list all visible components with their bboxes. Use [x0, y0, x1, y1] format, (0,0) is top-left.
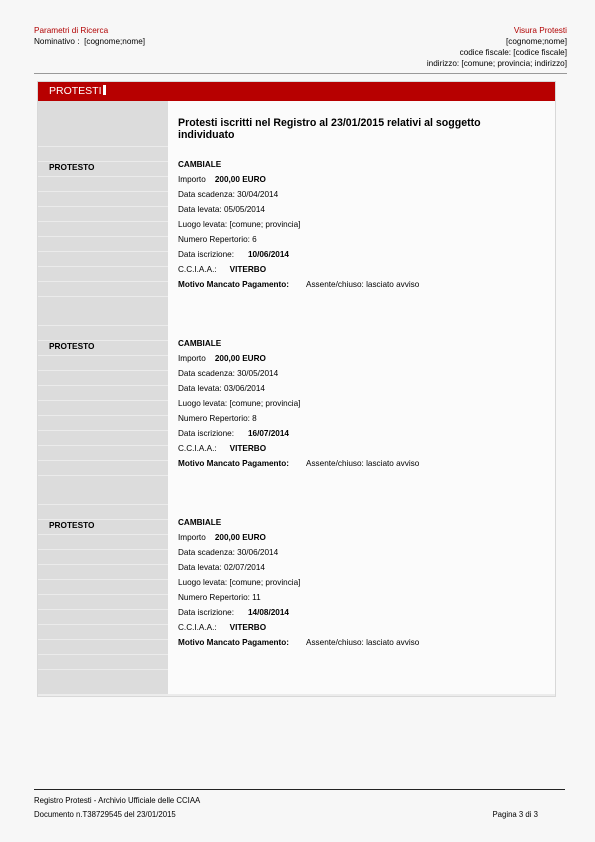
nominativo-line: [34, 36, 145, 47]
row-divider: [38, 191, 168, 192]
row-divider: [38, 146, 168, 147]
row-divider: [38, 415, 168, 416]
motivo-value: Assente/chiuso: lasciato avviso: [306, 459, 420, 468]
row-divider: [38, 236, 168, 237]
protesto-label: PROTESTO: [49, 162, 95, 172]
protesto-label: PROTESTO: [49, 341, 95, 351]
row-divider: [38, 654, 168, 655]
cciaa-label: C.C.I.A.A.:: [178, 623, 217, 632]
motivo-value: Assente/chiuso: lasciato avviso: [306, 280, 420, 289]
row-divider: [38, 579, 168, 580]
iscrizione-line: [178, 607, 538, 622]
header-divider: [34, 73, 567, 74]
importo-line: [178, 532, 538, 547]
data-levata: Data levata: 05/05/2014: [178, 205, 265, 214]
row-divider: [38, 266, 168, 267]
row-divider: [38, 370, 168, 371]
importo-line: [178, 174, 538, 189]
iscrizione-label: Data iscrizione:: [178, 250, 234, 259]
nominativo-label: Nominativo :: [34, 37, 80, 46]
importo-value: 200,00 EURO: [214, 354, 266, 363]
row-divider: [38, 400, 168, 401]
subject-fiscal-code: codice fiscale: [codice fiscale]: [459, 48, 567, 57]
importo-value: 200,00 EURO: [214, 175, 266, 184]
row-divider: [38, 534, 168, 535]
data-levata: Data levata: 02/07/2014: [178, 563, 265, 572]
data-scadenza: Data scadenza: 30/06/2014: [178, 548, 279, 557]
protesto-type: CAMBIALE: [178, 160, 222, 169]
footer-document-number: Documento n.T38729545 del 23/01/2015: [34, 810, 176, 819]
row-divider: [38, 564, 168, 565]
cciaa-line: [178, 443, 538, 458]
search-parameters-title: Parametri di Ricerca: [34, 26, 109, 35]
row-divider: [38, 624, 168, 625]
row-divider: [38, 609, 168, 610]
motivo-label: Motivo Mancato Pagamento:: [178, 459, 289, 468]
row-divider: [38, 430, 168, 431]
importo-label: Importo: [178, 533, 206, 542]
luogo-levata: Luogo levata: [comune; provincia]: [178, 220, 301, 229]
cciaa-value: VITERBO: [229, 444, 267, 453]
row-divider: [38, 206, 168, 207]
row-divider: [38, 460, 168, 461]
protesto-entry: [178, 338, 538, 473]
row-divider: [38, 176, 168, 177]
row-divider: [38, 221, 168, 222]
cciaa-label: C.C.I.A.A.:: [178, 265, 217, 274]
page-number: Pagina 3 di 3: [492, 810, 538, 819]
data-scadenza: Data scadenza: 30/05/2014: [178, 369, 279, 378]
iscrizione-value: 10/06/2014: [247, 250, 289, 259]
row-divider: [38, 669, 168, 670]
cciaa-line: [178, 264, 538, 279]
cciaa-line: [178, 622, 538, 637]
row-divider: [38, 355, 168, 356]
subject-address: indirizzo: [comune; provincia; indirizzo]: [426, 59, 567, 68]
motivo-value: Assente/chiuso: lasciato avviso: [306, 638, 420, 647]
protesto-entry: [178, 517, 538, 652]
protesto-label: PROTESTO: [49, 520, 95, 530]
importo-label: Importo: [178, 175, 206, 184]
motivo-label: Motivo Mancato Pagamento:: [178, 280, 289, 289]
row-divider: [38, 325, 168, 326]
title-accent-mark: [103, 85, 106, 95]
iscrizione-label: Data iscrizione:: [178, 608, 234, 617]
row-divider: [38, 385, 168, 386]
row-divider: [38, 504, 168, 505]
label-column: [38, 101, 168, 694]
iscrizione-label: Data iscrizione:: [178, 429, 234, 438]
protesto-type: CAMBIALE: [178, 339, 222, 348]
data-scadenza: Data scadenza: 30/04/2014: [178, 190, 279, 199]
iscrizione-line: [178, 249, 538, 264]
importo-value: 200,00 EURO: [214, 533, 266, 542]
report-info: [427, 25, 567, 69]
importo-line: [178, 353, 538, 368]
report-title: Visura Protesti: [513, 26, 567, 35]
motivo-label: Motivo Mancato Pagamento:: [178, 638, 289, 647]
row-divider: [38, 639, 168, 640]
protesto-entry: [178, 159, 538, 294]
row-divider: [38, 251, 168, 252]
nominativo-value: [cognome;nome]: [84, 37, 146, 46]
protesto-type: CAMBIALE: [178, 518, 222, 527]
luogo-levata: Luogo levata: [comune; provincia]: [178, 399, 301, 408]
footer-divider: [34, 789, 565, 790]
row-divider: [38, 594, 168, 595]
cciaa-label: C.C.I.A.A.:: [178, 444, 217, 453]
cciaa-value: VITERBO: [229, 623, 267, 632]
section-title-bar: [38, 82, 555, 101]
row-divider: [38, 445, 168, 446]
importo-label: Importo: [178, 354, 206, 363]
row-divider: [38, 281, 168, 282]
numero-repertorio: Numero Repertorio: 11: [178, 593, 261, 602]
section-heading: Protesti iscritti nel Registro al 23/01/2015 relativi al soggetto individuato: [178, 117, 481, 141]
luogo-levata: Luogo levata: [comune; provincia]: [178, 578, 301, 587]
row-divider: [38, 475, 168, 476]
cciaa-value: VITERBO: [229, 265, 267, 274]
iscrizione-value: 14/08/2014: [247, 608, 289, 617]
numero-repertorio: Numero Repertorio: 6: [178, 235, 257, 244]
iscrizione-value: 16/07/2014: [247, 429, 289, 438]
footer-registry: Registro Protesti - Archivio Ufficiale delle CCIAA: [34, 796, 201, 805]
motivo-line: [178, 279, 538, 294]
numero-repertorio: Numero Repertorio: 8: [178, 414, 257, 423]
row-divider: [38, 296, 168, 297]
subject-name: [cognome;nome]: [506, 37, 567, 46]
search-parameters: [34, 25, 145, 47]
row-divider: [38, 549, 168, 550]
section-title: PROTESTI: [49, 85, 102, 97]
motivo-line: [178, 637, 538, 652]
data-levata: Data levata: 03/06/2014: [178, 384, 265, 393]
motivo-line: [178, 458, 538, 473]
iscrizione-line: [178, 428, 538, 443]
